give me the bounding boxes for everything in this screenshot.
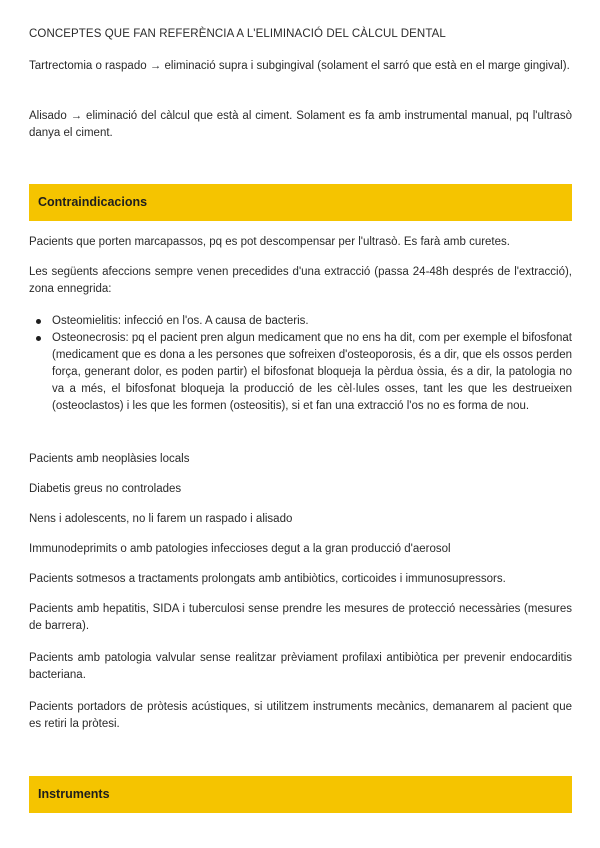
contra-item-hepatitis	[29, 601, 572, 635]
contra-item-antibiotics	[29, 571, 572, 588]
contra-paragraph-afeccions	[29, 264, 572, 298]
contra-text-item: Pacients amb neoplàsies locals	[29, 453, 190, 465]
contra-item-diabetis	[29, 481, 572, 498]
list-item-text: Osteomielitis: infecció en l'os. A causa de bacteris.	[52, 315, 309, 327]
intro-text-alisado: Alisado → eliminació del càlcul que està al ciment. Solament es fa amb instrumental manual, pq l'ultrasò danya el ciment.	[29, 110, 572, 139]
contra-text-item: Immunodeprimits o amb patologies infeccioses degut a la gran producció d'aerosol	[29, 543, 451, 555]
contra-item-valvular	[29, 650, 572, 684]
list-item	[29, 313, 572, 330]
section-header-instruments	[29, 776, 572, 813]
contra-text-item: Nens i adolescents, no li farem un raspado i alisado	[29, 513, 293, 525]
intro-text-raspado: Tartrectomia o raspado → eliminació supra i subgingival (solament el sarró que està en el marge gingival).	[29, 60, 570, 72]
section-title-instruments: Instruments	[38, 787, 110, 801]
contra-text-item: Pacients amb hepatitis, SIDA i tuberculosi sense prendre les mesures de protecció necessàries (mesures de barrera).	[29, 603, 572, 632]
section-header-contraindicacions	[29, 184, 572, 221]
contra-item-neoplasies	[29, 451, 572, 468]
contra-text-item: Pacients portadors de pròtesis acústiques, si utilitzem instruments mecànics, demanarem al pacient que es retiri la pròtesi.	[29, 701, 572, 730]
contra-text-marcapassos: Pacients que porten marcapassos, pq es pot descompensar per l'ultrasò. Es farà amb curetes.	[29, 236, 510, 248]
bullet-icon	[36, 336, 41, 341]
contra-text-item: Diabetis greus no controlades	[29, 483, 182, 495]
list-item	[29, 330, 572, 415]
contra-text-item: Pacients sotmesos a tractaments prolongats amb antibiòtics, corticoides i immunosupressors.	[29, 573, 506, 585]
document-heading: CONCEPTES QUE FAN REFERÈNCIA A L'ELIMINACIÓ DEL CÀLCUL DENTAL	[29, 28, 446, 40]
contra-paragraph-marcapassos	[29, 234, 572, 251]
list-item-text: Osteonecrosis: pq el pacient pren algun medicament que no ens ha dit, com per exemple el bifosfonat (medicament que es dona a les persones que sofreixen d'osteoporosis, és a dir, que els ossos perden força, generant dolor, es poden partir) el bifosfonat bloqueja la pèrdua òssia, és a dir, la patologia no va a més, el bifosfonat bloqueja la producció de les cèl·lules osses, tant les que les destrueixen (osteoclastos) i les que les formen (osteositis), si et fan una extracció l'os no es forma de nou.	[52, 332, 572, 412]
intro-paragraph-2	[29, 108, 572, 142]
contra-item-nens	[29, 511, 572, 528]
intro-paragraph-1	[29, 58, 572, 75]
contra-bullet-list	[29, 313, 572, 415]
section-title-contraindicacions: Contraindicacions	[38, 195, 148, 209]
contra-text-item: Pacients amb patologia valvular sense realitzar prèviament profilaxi antibiòtica per prevenir endocarditis bacteriana.	[29, 652, 572, 681]
contra-item-protesis	[29, 699, 572, 733]
contra-text-afeccions: Les següents afeccions sempre venen precedides d'una extracció (passa 24-48h després de l'extracció), zona ennegrida:	[29, 266, 572, 295]
bullet-icon	[36, 319, 41, 324]
contra-item-immunodeprimits	[29, 541, 572, 558]
